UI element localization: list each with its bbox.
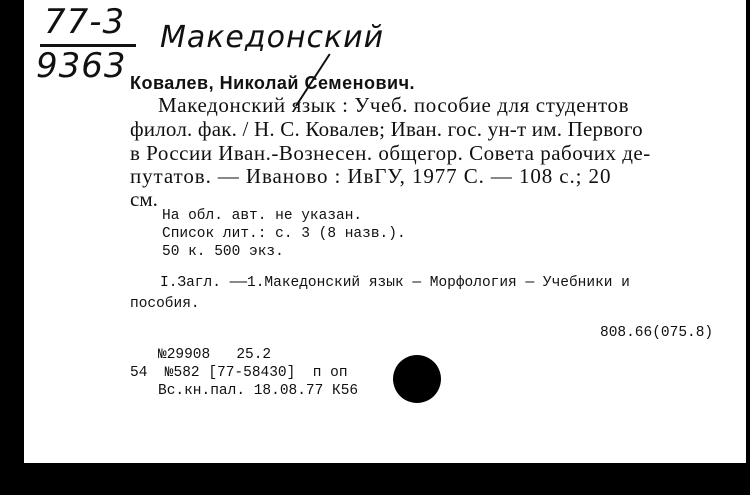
card-note: 50 к. 500 экз. <box>162 244 284 260</box>
handwritten-topic: Македонский <box>160 20 385 55</box>
card-body-line: см. <box>130 187 158 211</box>
card-classification: 808.66(075.8) <box>600 325 714 341</box>
card-registration: Вс.кн.пал. 18.08.77 К56 <box>158 383 359 399</box>
card-note: Список лит.: с. 3 (8 назв.). <box>162 226 406 242</box>
card-registration: №29908 25.2 <box>158 347 272 363</box>
handwritten-code-bottom: 9363 <box>36 46 127 86</box>
scan-border-bottom <box>0 463 750 495</box>
ink-blot <box>393 355 441 403</box>
card-registration: 54 №582 [77-58430] п оп <box>130 365 348 381</box>
scan-border-right <box>746 0 750 463</box>
card-note: На обл. авт. не указан. <box>162 208 363 224</box>
handwritten-code-top: 77-3 <box>44 2 126 42</box>
card-body-line: в России Иван.-Вознесен. общегор. Совета рабочих де- <box>130 141 651 165</box>
card-author: Ковалев, Николай Семенович. <box>130 73 416 93</box>
card-body-line: путатов. — Иваново : ИвГУ, 1977 С. — 108 с.; 20 <box>130 164 612 188</box>
scan-border-left <box>0 0 24 495</box>
card-body-line: Македонский язык : Учеб. пособие для студентов <box>158 93 630 117</box>
card-tracing: I.Загл. ——1.Македонский язык — Морфология — Учебники и <box>160 275 630 291</box>
card-body-line: филол. фак. / Н. С. Ковалев; Иван. гос. ун-т им. Первого <box>130 117 643 141</box>
card-tracing-continued: пособия. <box>130 296 200 312</box>
